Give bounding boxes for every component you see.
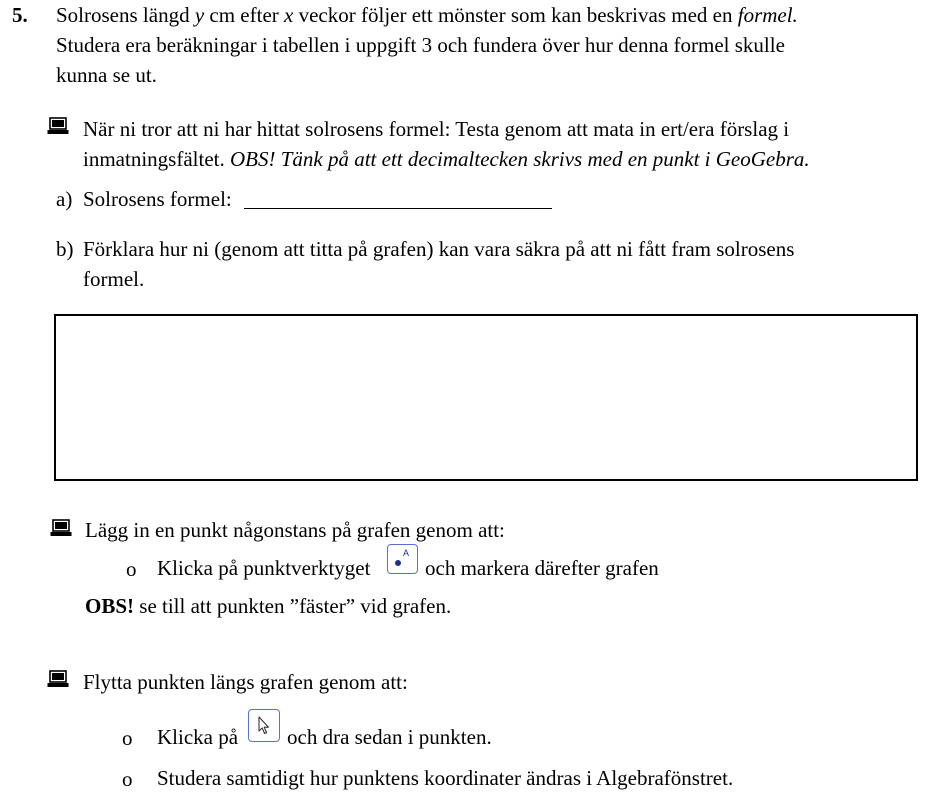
move-tool-icon <box>249 710 278 740</box>
bullet: o <box>126 557 137 581</box>
instruction3-step1-text-a: Klicka på <box>157 725 239 749</box>
instruction3-step2-text: Studera samtidigt hur punktens koordinater ändras i Algebrafönstret. <box>157 766 734 790</box>
instruction1-line2 <box>83 147 810 171</box>
intro-text-c: veckor följer ett mönster som kan beskrivas med en <box>293 3 738 27</box>
obs-note <box>85 594 451 618</box>
obs-label: OBS! <box>85 594 135 618</box>
task-number: 5. <box>12 3 28 27</box>
point-tool-icon <box>388 545 416 572</box>
laptop-icon <box>47 670 69 688</box>
instruction1-line2-text: inmatningsfältet. <box>83 147 230 171</box>
point-tool-letter: A <box>403 548 410 558</box>
instruction3-heading: Flytta punkten längs grafen genom att: <box>83 670 408 694</box>
task-intro-line2: Studera era beräkningar i tabellen i uppgift 3 och fundera över hur denna formel skulle <box>56 33 785 57</box>
intro-text-b: cm efter <box>204 3 285 27</box>
instruction1-line1: När ni tror att ni har hittat solrosens formel: Testa genom att mata in ert/era förslag i <box>83 117 790 141</box>
point-tool-button[interactable] <box>387 544 418 574</box>
bullet: o <box>122 767 133 791</box>
formula-answer-line[interactable] <box>244 208 552 209</box>
formel-word: formel. <box>737 3 798 27</box>
instruction2-heading: Lägg in en punkt någonstans på grafen genom att: <box>85 518 505 542</box>
move-tool-button[interactable] <box>248 709 280 742</box>
task-intro-line3: kunna se ut. <box>56 63 157 87</box>
variable-y: y <box>194 3 205 27</box>
instruction2-step-text-a: Klicka på punktverktyget <box>157 556 371 580</box>
answer-box[interactable] <box>54 314 918 481</box>
part-a-text: Solrosens formel: <box>83 187 232 211</box>
part-b-label: b) <box>56 237 74 261</box>
bullet: o <box>122 726 133 750</box>
intro-text-a: Solrosens längd <box>56 3 195 27</box>
laptop-icon <box>50 519 72 537</box>
part-b-line1: Förklara hur ni (genom att titta på grafen) kan vara säkra på att ni fått fram solrosens <box>83 237 795 261</box>
instruction2-step-text-b: och markera därefter grafen <box>425 556 659 580</box>
part-a-label: a) <box>56 187 73 211</box>
instruction1-obs-note: OBS! Tänk på att ett decimaltecken skrivs med en punkt i GeoGebra. <box>229 147 810 171</box>
laptop-icon <box>47 117 69 135</box>
variable-x: x <box>284 3 294 27</box>
part-b-line2: formel. <box>83 267 145 291</box>
obs-text: se till att punkten ”fäster” vid grafen. <box>134 594 452 618</box>
instruction3-step1-text-b: och dra sedan i punkten. <box>287 725 492 749</box>
task-intro-line1 <box>56 3 798 27</box>
